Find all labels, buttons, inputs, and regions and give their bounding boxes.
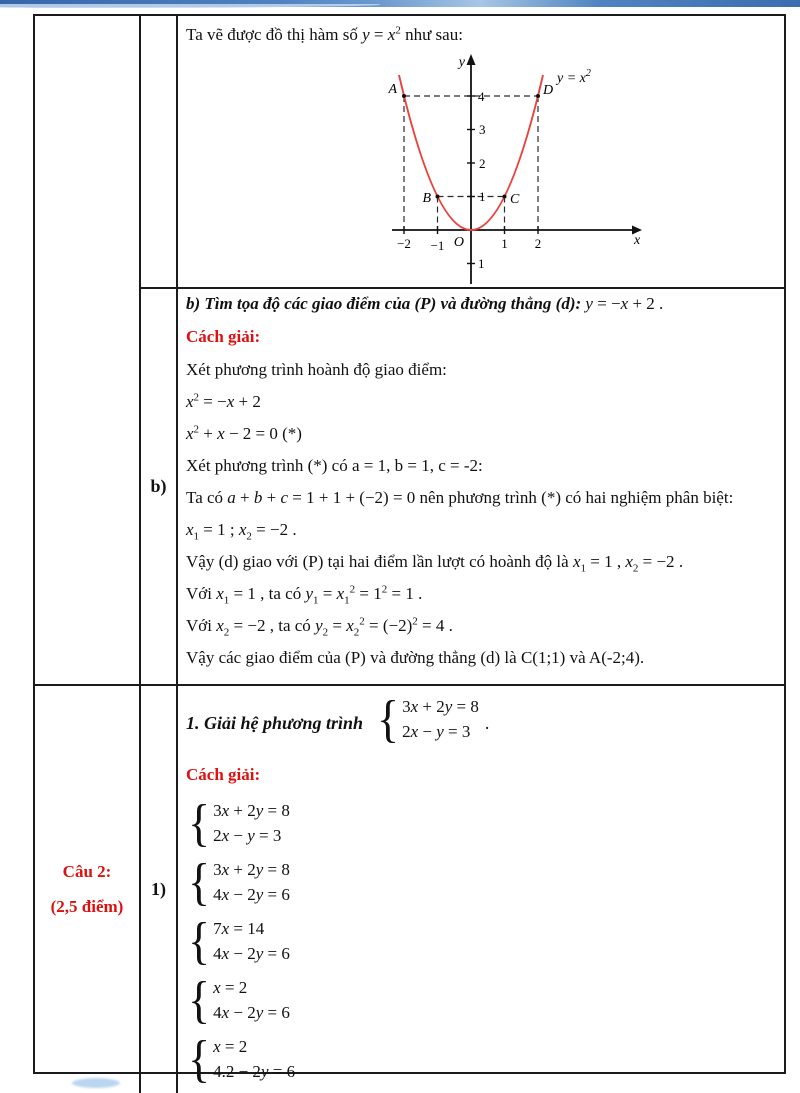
origin-label: O <box>453 235 464 250</box>
text-segment: Vậy các giao điểm của (P) và đường thẳng (d) là C(1;1) và A(-2;4). <box>186 648 645 667</box>
equation: 4x − 2y = 6 <box>213 885 290 904</box>
question1-label-cell <box>35 16 139 684</box>
solution-line <box>186 392 774 411</box>
y-tick-neg1: 1 <box>478 256 485 271</box>
text-segment: nên phương trình (*) có hai nghiệm phân biệt: <box>415 488 734 507</box>
equation: 4x − 2y = 6 <box>213 1003 290 1022</box>
solution-line <box>186 424 774 443</box>
system-brace: { <box>188 970 211 1028</box>
equation: 7x = 14 <box>213 919 265 938</box>
text-segment: Với <box>186 584 217 603</box>
x-tick-neg1: −1 <box>430 238 445 253</box>
equation-system <box>188 911 774 969</box>
answer-table <box>33 14 786 1087</box>
text-segment: như sau: <box>400 25 463 44</box>
text-segment: $x_1 = 1$ ; $x_2 = -2$ . <box>186 520 297 543</box>
text-segment: Xét phương trình hoành độ giao điểm: <box>186 360 447 379</box>
x-axis-label: x <box>634 233 641 248</box>
part-b-header <box>186 294 774 314</box>
point-label-A: A <box>388 82 397 97</box>
solution-line <box>186 648 774 667</box>
curve-label-exponent: 2 <box>585 68 591 79</box>
solution-line <box>186 488 774 507</box>
text-segment: Vậy (d) giao với (P) tại hai điểm lần lượt có hoành độ là <box>186 552 573 571</box>
text-segment: , ta có <box>255 584 306 603</box>
part-b-solution-lines <box>186 360 774 667</box>
part-1-label-cell <box>139 684 178 1093</box>
point-label-B: B <box>422 191 431 206</box>
text-segment: y = −x + 2 . <box>585 294 664 313</box>
x-tick-1: 1 <box>501 236 508 251</box>
point-label-D: D <box>543 83 554 98</box>
text-segment: (*) <box>277 424 302 443</box>
top-ribbon-streak <box>0 4 380 8</box>
parabola-svg <box>375 52 650 289</box>
system-brace: { <box>377 689 400 747</box>
text-segment: $x_2 = -2$ <box>216 616 266 639</box>
text-segment: . <box>444 616 453 635</box>
part-b-solution-cell <box>178 287 784 684</box>
equation-system <box>188 793 774 851</box>
equation-system <box>377 689 479 747</box>
graph-content-cell <box>178 16 784 287</box>
system-brace: { <box>188 852 211 910</box>
question2-label: Câu 2: <box>62 862 112 881</box>
y-axis-label: y <box>458 55 465 70</box>
question2-title-row <box>186 689 774 753</box>
curve-label-base: y = x <box>557 71 586 86</box>
question2-solution-cell <box>178 684 784 1093</box>
text-segment: $x^2 = -x + 2$ <box>186 391 261 411</box>
curve-equation-label <box>555 68 591 86</box>
text-segment: $y_2 = x_2^2 = (-2)^2 = 4$ <box>315 615 445 639</box>
solution-line <box>186 456 774 475</box>
x-tick-neg2: −2 <box>397 236 411 251</box>
text-segment: , <box>612 552 626 571</box>
y-tick-3: 3 <box>479 122 486 137</box>
part-1-label: 1) <box>151 879 166 899</box>
method-label-1: Cách giải: <box>186 765 261 784</box>
question2-label-cell <box>35 684 139 1093</box>
y-axis-arrow <box>467 54 476 65</box>
y-tick-2: 2 <box>479 156 486 171</box>
text-segment: $x_1 = 1$ <box>572 552 613 575</box>
y-tick-1: 1 <box>479 189 486 204</box>
system-brace: { <box>188 1029 211 1087</box>
x-tick-2: 2 <box>534 236 542 251</box>
equation: 2x − y = 3 <box>402 722 471 741</box>
text-segment: $x^2 + x - 2 = 0$ <box>186 423 278 443</box>
parabola-graph <box>375 52 650 289</box>
solution-line <box>186 552 774 575</box>
equation-system <box>188 852 774 910</box>
text-segment: a + b + c = 1 + 1 + (−2) = 0 <box>227 488 416 507</box>
system-brace: { <box>188 911 211 969</box>
question2-points: (2,5 điểm) <box>50 897 124 916</box>
question2-title-period: . <box>484 713 490 733</box>
system-brace: { <box>188 793 211 851</box>
solution-line <box>186 360 774 379</box>
equation: 4.2 − 2y = 6 <box>213 1062 296 1081</box>
question2-title-system <box>375 689 479 753</box>
part-b-label-cell <box>139 287 178 684</box>
point-label-C: C <box>510 192 520 207</box>
text-segment: , ta có <box>265 616 316 635</box>
solution-line <box>186 615 774 639</box>
text-segment: $x_1 = 1$ <box>216 584 256 607</box>
equation-system <box>188 1029 774 1087</box>
text-segment: b) Tìm tọa độ các giao điểm của (P) và đường thẳng (d): <box>186 294 586 313</box>
part-a-label-cell <box>139 16 178 287</box>
text-segment: Với <box>186 616 217 635</box>
text-segment: Xét phương trình (*) có a = 1, b = 1, c = -2: <box>186 456 483 475</box>
question2-title: 1. Giải hệ phương trình <box>186 713 363 733</box>
equation-systems <box>186 793 774 1087</box>
method-label-b: Cách giải: <box>186 327 261 346</box>
text-segment: Ta vẽ được đồ thị hàm số <box>186 25 363 44</box>
equation: x = 2 <box>213 1037 248 1056</box>
text-segment: . <box>413 584 423 603</box>
equation: 2x − y = 3 <box>213 826 282 845</box>
text-segment: $y_1 = x_1^2 = 1^2 = 1$ <box>305 583 414 607</box>
graph-intro-line <box>186 25 774 44</box>
equation: 4x − 2y = 6 <box>213 944 290 963</box>
part-b-label: b) <box>150 476 167 496</box>
text-segment: . <box>674 552 684 571</box>
text-segment: $y = x^2$ <box>362 24 401 44</box>
solution-line <box>186 520 774 543</box>
text-segment: $x_2 = -2$ <box>625 552 675 575</box>
equation: 3x + 2y = 8 <box>213 860 290 879</box>
text-segment: Ta có <box>186 488 228 507</box>
equation: x = 2 <box>213 978 248 997</box>
equation: 3x + 2y = 8 <box>402 697 479 716</box>
equation-system <box>188 970 774 1028</box>
equation: 3x + 2y = 8 <box>213 801 290 820</box>
solution-line <box>186 583 774 607</box>
y-tick-4: 4 <box>478 89 485 104</box>
